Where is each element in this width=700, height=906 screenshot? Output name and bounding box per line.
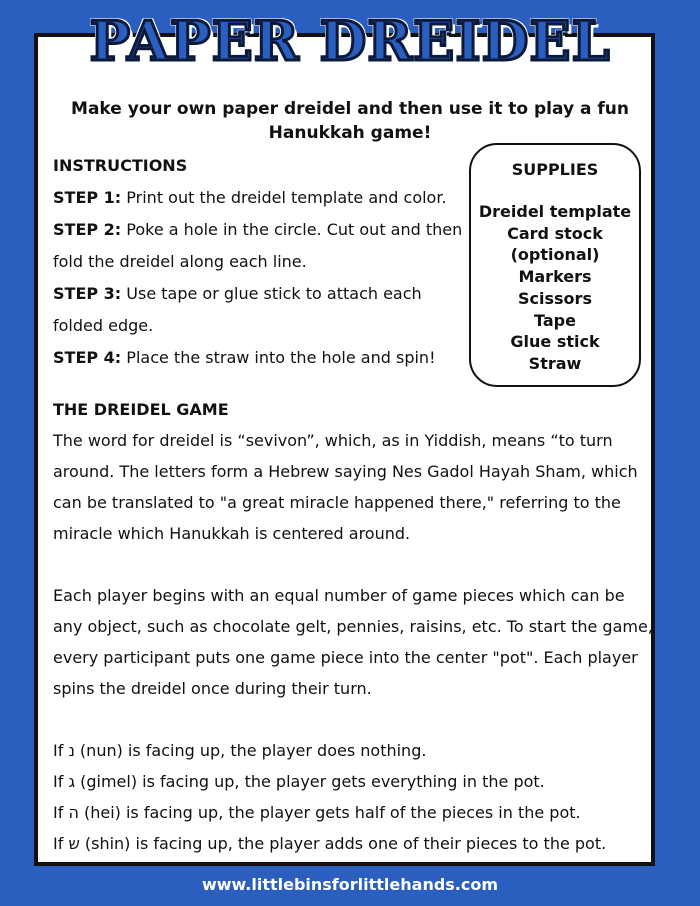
dreidel-game-section bbox=[53, 394, 653, 859]
supply-item: Straw bbox=[528, 353, 582, 373]
step-label: STEP 1: bbox=[53, 188, 122, 207]
instructions-section bbox=[53, 150, 473, 374]
instructions-heading: INSTRUCTIONS bbox=[53, 156, 188, 175]
supply-item: Scissors bbox=[518, 288, 592, 308]
step-label: STEP 2: bbox=[53, 220, 122, 239]
supplies-box bbox=[469, 143, 641, 387]
step-label: STEP 4: bbox=[53, 348, 122, 367]
supply-item: (optional) bbox=[510, 245, 600, 265]
step-item bbox=[53, 342, 473, 374]
rule-line: If ה (hei) is facing up, the player gets half of the pieces in the pot. bbox=[53, 803, 581, 822]
game-paragraph: Each player begins with an equal number of game pieces which can be any object, such as chocolate gelt, pennies, raisins, etc. To start the game, every participant puts one game piece into the center "pot". Each player spins the dreidel once during their turn. bbox=[53, 586, 653, 698]
rule-line: If ש (shin) is facing up, the player adds one of their pieces to the pot. bbox=[53, 834, 607, 853]
page-subtitle: Make your own paper dreidel and then use it to play a fun Hanukkah game! bbox=[71, 99, 629, 143]
supplies-list bbox=[471, 201, 639, 375]
step-text: Use tape or glue stick to attach each folded edge. bbox=[53, 284, 422, 335]
page-title: PAPER DREIDEL bbox=[89, 9, 611, 73]
supply-item: Markers bbox=[518, 267, 592, 287]
rule-line: If נ (nun) is facing up, the player does nothing. bbox=[53, 741, 427, 760]
step-text: Print out the dreidel template and color. bbox=[121, 188, 447, 207]
game-heading: THE DREIDEL GAME bbox=[53, 400, 229, 419]
supply-item: Card stock bbox=[507, 223, 603, 243]
step-item bbox=[53, 182, 473, 214]
supply-item: Tape bbox=[534, 310, 576, 330]
game-paragraph: The word for dreidel is “sevivon”, which, as in Yiddish, means “to turn around. The letters form a Hebrew saying Nes Gadol Hayah Sham, which can be translated to "a great miracle happened there," referring to the miracle which Hanukkah is centered around. bbox=[53, 431, 638, 543]
step-text: Poke a hole in the circle. Cut out and then fold the dreidel along each line. bbox=[53, 220, 463, 271]
step-item bbox=[53, 214, 473, 278]
step-label: STEP 3: bbox=[53, 284, 122, 303]
supplies-heading: SUPPLIES bbox=[511, 160, 599, 179]
footer-url[interactable]: www.littlebinsforlittlehands.com bbox=[201, 875, 499, 894]
step-text: Place the straw into the hole and spin! bbox=[121, 348, 436, 367]
supply-item: Dreidel template bbox=[478, 202, 632, 221]
step-item bbox=[53, 278, 473, 342]
supply-item: Glue stick bbox=[510, 332, 600, 352]
rule-line: If ג (gimel) is facing up, the player gets everything in the pot. bbox=[53, 772, 545, 791]
